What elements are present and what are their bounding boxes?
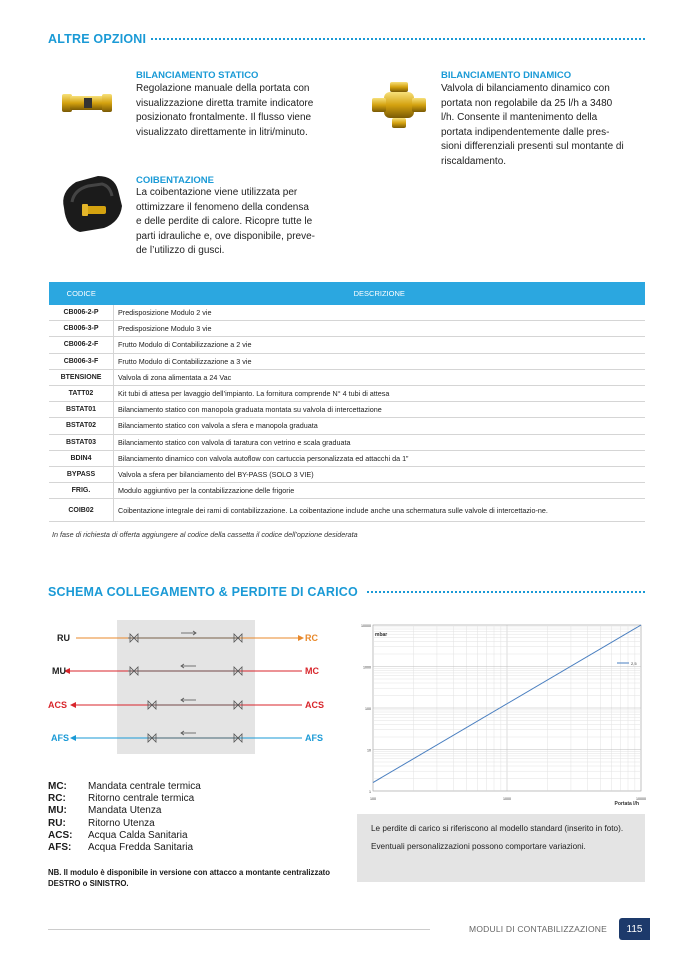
dynamic-balancing-photo — [370, 80, 428, 137]
scheme-label-afs-right: AFS — [305, 733, 323, 743]
section-title-altre-opzioni: ALTRE OPZIONI — [48, 32, 147, 46]
y-tick-label: 10000 — [361, 624, 371, 628]
scheme-label-mc: MC — [305, 666, 319, 676]
table-row: BSTAT03 Bilanciamento statico con valvola di taratura con vetrino e scala graduata — [49, 434, 645, 450]
x-tick-label: 1000 — [503, 797, 511, 801]
table-row: CB006-3-P Predisposizione Modulo 3 vie — [49, 321, 645, 337]
table-row: COIB02 Coibentazione integrale dei rami di contabilizzazione. La coibentazione include anche una schermatura sulle valvole di intercettazio-ne. — [49, 499, 645, 522]
scheme-label-acs-left: ACS — [48, 700, 68, 710]
legend-item: RU: Ritorno Utenza — [48, 817, 155, 829]
legend-item: MC: Mandata centrale termica — [48, 781, 201, 792]
page-number: 115 — [619, 918, 650, 940]
table-row: BTENSIONE Valvola di zona alimentata a 24 Vac — [49, 369, 645, 385]
connection-scheme — [48, 620, 338, 754]
option-title-static: BILANCIAMENTO STATICO — [136, 70, 259, 81]
scheme-label-acs-right: ACS — [305, 700, 325, 710]
table-header-description: DESCRIZIONE — [114, 282, 646, 305]
y-tick-label: 100 — [365, 707, 371, 711]
chart-note-2: Eventuali personalizzazioni possono comportare variazioni. — [371, 841, 586, 851]
legend-item: MU: Mandata Utenza — [48, 805, 162, 817]
title-divider — [367, 591, 645, 593]
option-title-insulation: COIBENTAZIONE — [136, 175, 214, 186]
legend-item: RC: Ritorno centrale termica — [48, 793, 195, 805]
legend — [48, 781, 201, 854]
scheme-label-mu: MU — [52, 666, 66, 676]
table-row: BSTAT01 Bilanciamento statico con manopola graduata montata su valvola di intercettazione — [49, 402, 645, 418]
legend-item: ACS: Acqua Calda Sanitaria — [48, 829, 188, 841]
table-header-code: CODICE — [49, 282, 114, 305]
table-row: BSTAT02 Bilanciamento statico con valvola a sfera e manopola graduata — [49, 418, 645, 434]
y-tick-label: 10 — [367, 748, 371, 753]
x-axis-label: Portata l/h — [614, 801, 639, 807]
y-axis-label: mbar — [375, 632, 388, 638]
chart-note-1: Le perdite di carico si riferiscono al modello standard (inserito in foto). — [371, 824, 624, 833]
x-tick-label: 100 — [370, 797, 376, 801]
table-row: TATT02 Kit tubi di attesa per lavaggio dell’impianto. La fornitura comprende N° 4 tubi di attesa — [49, 385, 645, 401]
options-table — [49, 282, 645, 522]
pressure-loss-chart — [355, 615, 647, 811]
insulation-photo — [58, 172, 126, 241]
nb-note: NB. Il modulo è disponibile in versione con attacco a montante centralizzato DESTRO o SINISTRO. — [48, 868, 331, 888]
section-title-schema: SCHEMA COLLEGAMENTO & PERDITE DI CARICO — [48, 585, 358, 599]
table-row: FRIG. Modulo aggiuntivo per la contabilizzazione delle frigorie — [49, 483, 645, 499]
table-row: BYPASS Valvola a sfera per bilanciamento del BY-PASS (SOLO 3 VIE) — [49, 466, 645, 482]
table-row: BDIN4 Bilanciamento dinamico con valvola autoflow con cartuccia personalizzata ed attacchi da 1” — [49, 450, 645, 466]
y-tick-label: 1 — [369, 790, 371, 794]
legend-item: AFS: Acqua Fredda Sanitaria — [48, 842, 194, 854]
option-text-static: Regolazione manuale della portata con visualizzazione diretta tramite indicatore posizionato frontalmente. Il flusso viene visualizzato direttamente in litri/minuto. — [136, 83, 314, 138]
table-row: CB006-3-F Frutto Modulo di Contabilizzazione a 3 vie — [49, 353, 645, 369]
footer-section-name: MODULI DI CONTABILIZZAZIONE — [469, 924, 607, 934]
table-row: CB006-2-F Frutto Modulo di Contabilizzazione a 2 vie — [49, 337, 645, 353]
x-tick-label: 10000 — [636, 797, 646, 801]
scheme-label-rc: RC — [305, 633, 318, 643]
option-text-dynamic: Valvola di bilanciamento dinamico con portata non regolabile da 25 l/h a 3480 l/h. Consente il mantenimento della portata indipendentemente dalle pres- sioni differenziali presenti sul montante di riscaldamento. — [441, 83, 624, 167]
option-text-insulation: La coibentazione viene utilizzata per ottimizzare il fenomeno della condensa e delle perdite di calore. Ricopre tutte le parti idrauliche e, ove disponibile, preve- de l’utilizzo di gusci. — [136, 187, 315, 256]
static-balancing-photo — [58, 86, 118, 125]
scheme-label-ru: RU — [57, 633, 70, 643]
title-divider — [151, 38, 645, 40]
footer-rule — [48, 929, 430, 930]
table-row: CB006-2-P Predisposizione Modulo 2 vie — [49, 305, 645, 321]
option-title-dynamic: BILANCIAMENTO DINAMICO — [441, 70, 572, 81]
scheme-label-afs-left: AFS — [51, 733, 69, 743]
legend-label: 2,5 — [631, 661, 637, 666]
chart-note-box — [357, 814, 645, 882]
table-footnote: In fase di richiesta di offerta aggiungere al codice della cassetta il codice dell’opzione desiderata — [52, 530, 358, 539]
y-tick-label: 1000 — [363, 665, 371, 670]
